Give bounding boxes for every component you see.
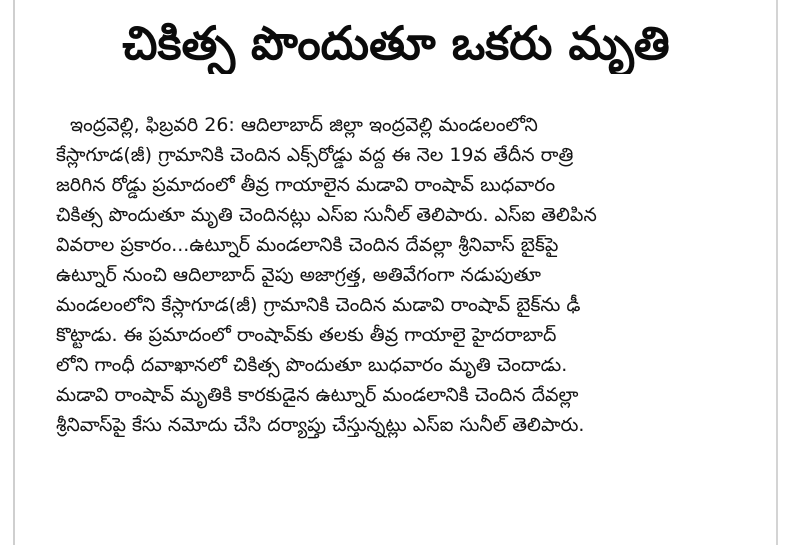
left-column-rule xyxy=(13,0,15,545)
article-line-10: మడావి రాంషావ్ మృతికి కారకుడైన ఉట్నూర్ మండలానికి చెందిన దేవల్లా xyxy=(56,384,579,406)
article-line-7: మండలంలోని కేస్లాగూడ(జీ) గ్రామానికి చెందిన మడావి రాంషావ్ బైక్‌ను ఢీ xyxy=(56,294,581,316)
article-line-8: కొట్టాడు. ఈ ప్రమాదంలో రాంషావ్‌కు తలకు తీవ్ర గాయాలై హైదరాబాద్ xyxy=(56,324,557,346)
article-line-4: చికిత్స పొందుతూ మృతి చెందినట్లు ఎస్ఐ సునీల్ తెలిపారు. ఎస్ఐ తెలిపిన xyxy=(56,204,597,226)
article-line-6: ఉట్నూర్ నుంచి ఆదిలాబాద్ వైపు అజాగ్రత్త, అతివేగంగా నడుపుతూ xyxy=(56,264,541,286)
article-line-11: శ్రీనివాస్‌పై కేసు నమోదు చేసి దర్యాప్తు చేస్తున్నట్లు ఎస్ఐ సునీల్ తెలిపారు. xyxy=(56,414,585,436)
article-line-1: ఇంద్రవెల్లి, ఫిబ్రవరి 26: ఆదిలాబాద్ జిల్లా ఇంద్రవెల్లి మండలంలోని xyxy=(70,114,538,136)
article-line-3: జరిగిన రోడ్డు ప్రమాదంలో తీవ్ర గాయాలైన మడావి రాంషావ్ బుధవారం xyxy=(56,174,556,196)
article-line-9: లోని గాంధీ దవాఖానలో చికిత్స పొందుతూ బుధవారం మృతి చెందాడు. xyxy=(56,354,568,376)
article-headline: చికిత్స పొందుతూ ఒకరు మృతి xyxy=(122,16,670,70)
cropped-previous-text xyxy=(250,0,390,4)
right-column-rule xyxy=(776,0,778,545)
article-body xyxy=(56,110,744,440)
article-line-2: కేస్లాగూడ(జీ) గ్రామానికి చెందిన ఎక్స్‌రోడ్డు వద్ద ఈ నెల 19వ తేదీన రాత్రి xyxy=(56,144,574,166)
article-line-5: వివరాల ప్రకారం...ఉట్నూర్ మండలానికి చెందిన దేవల్లా శ్రీనివాస్ బైక్‌పై xyxy=(56,234,559,256)
